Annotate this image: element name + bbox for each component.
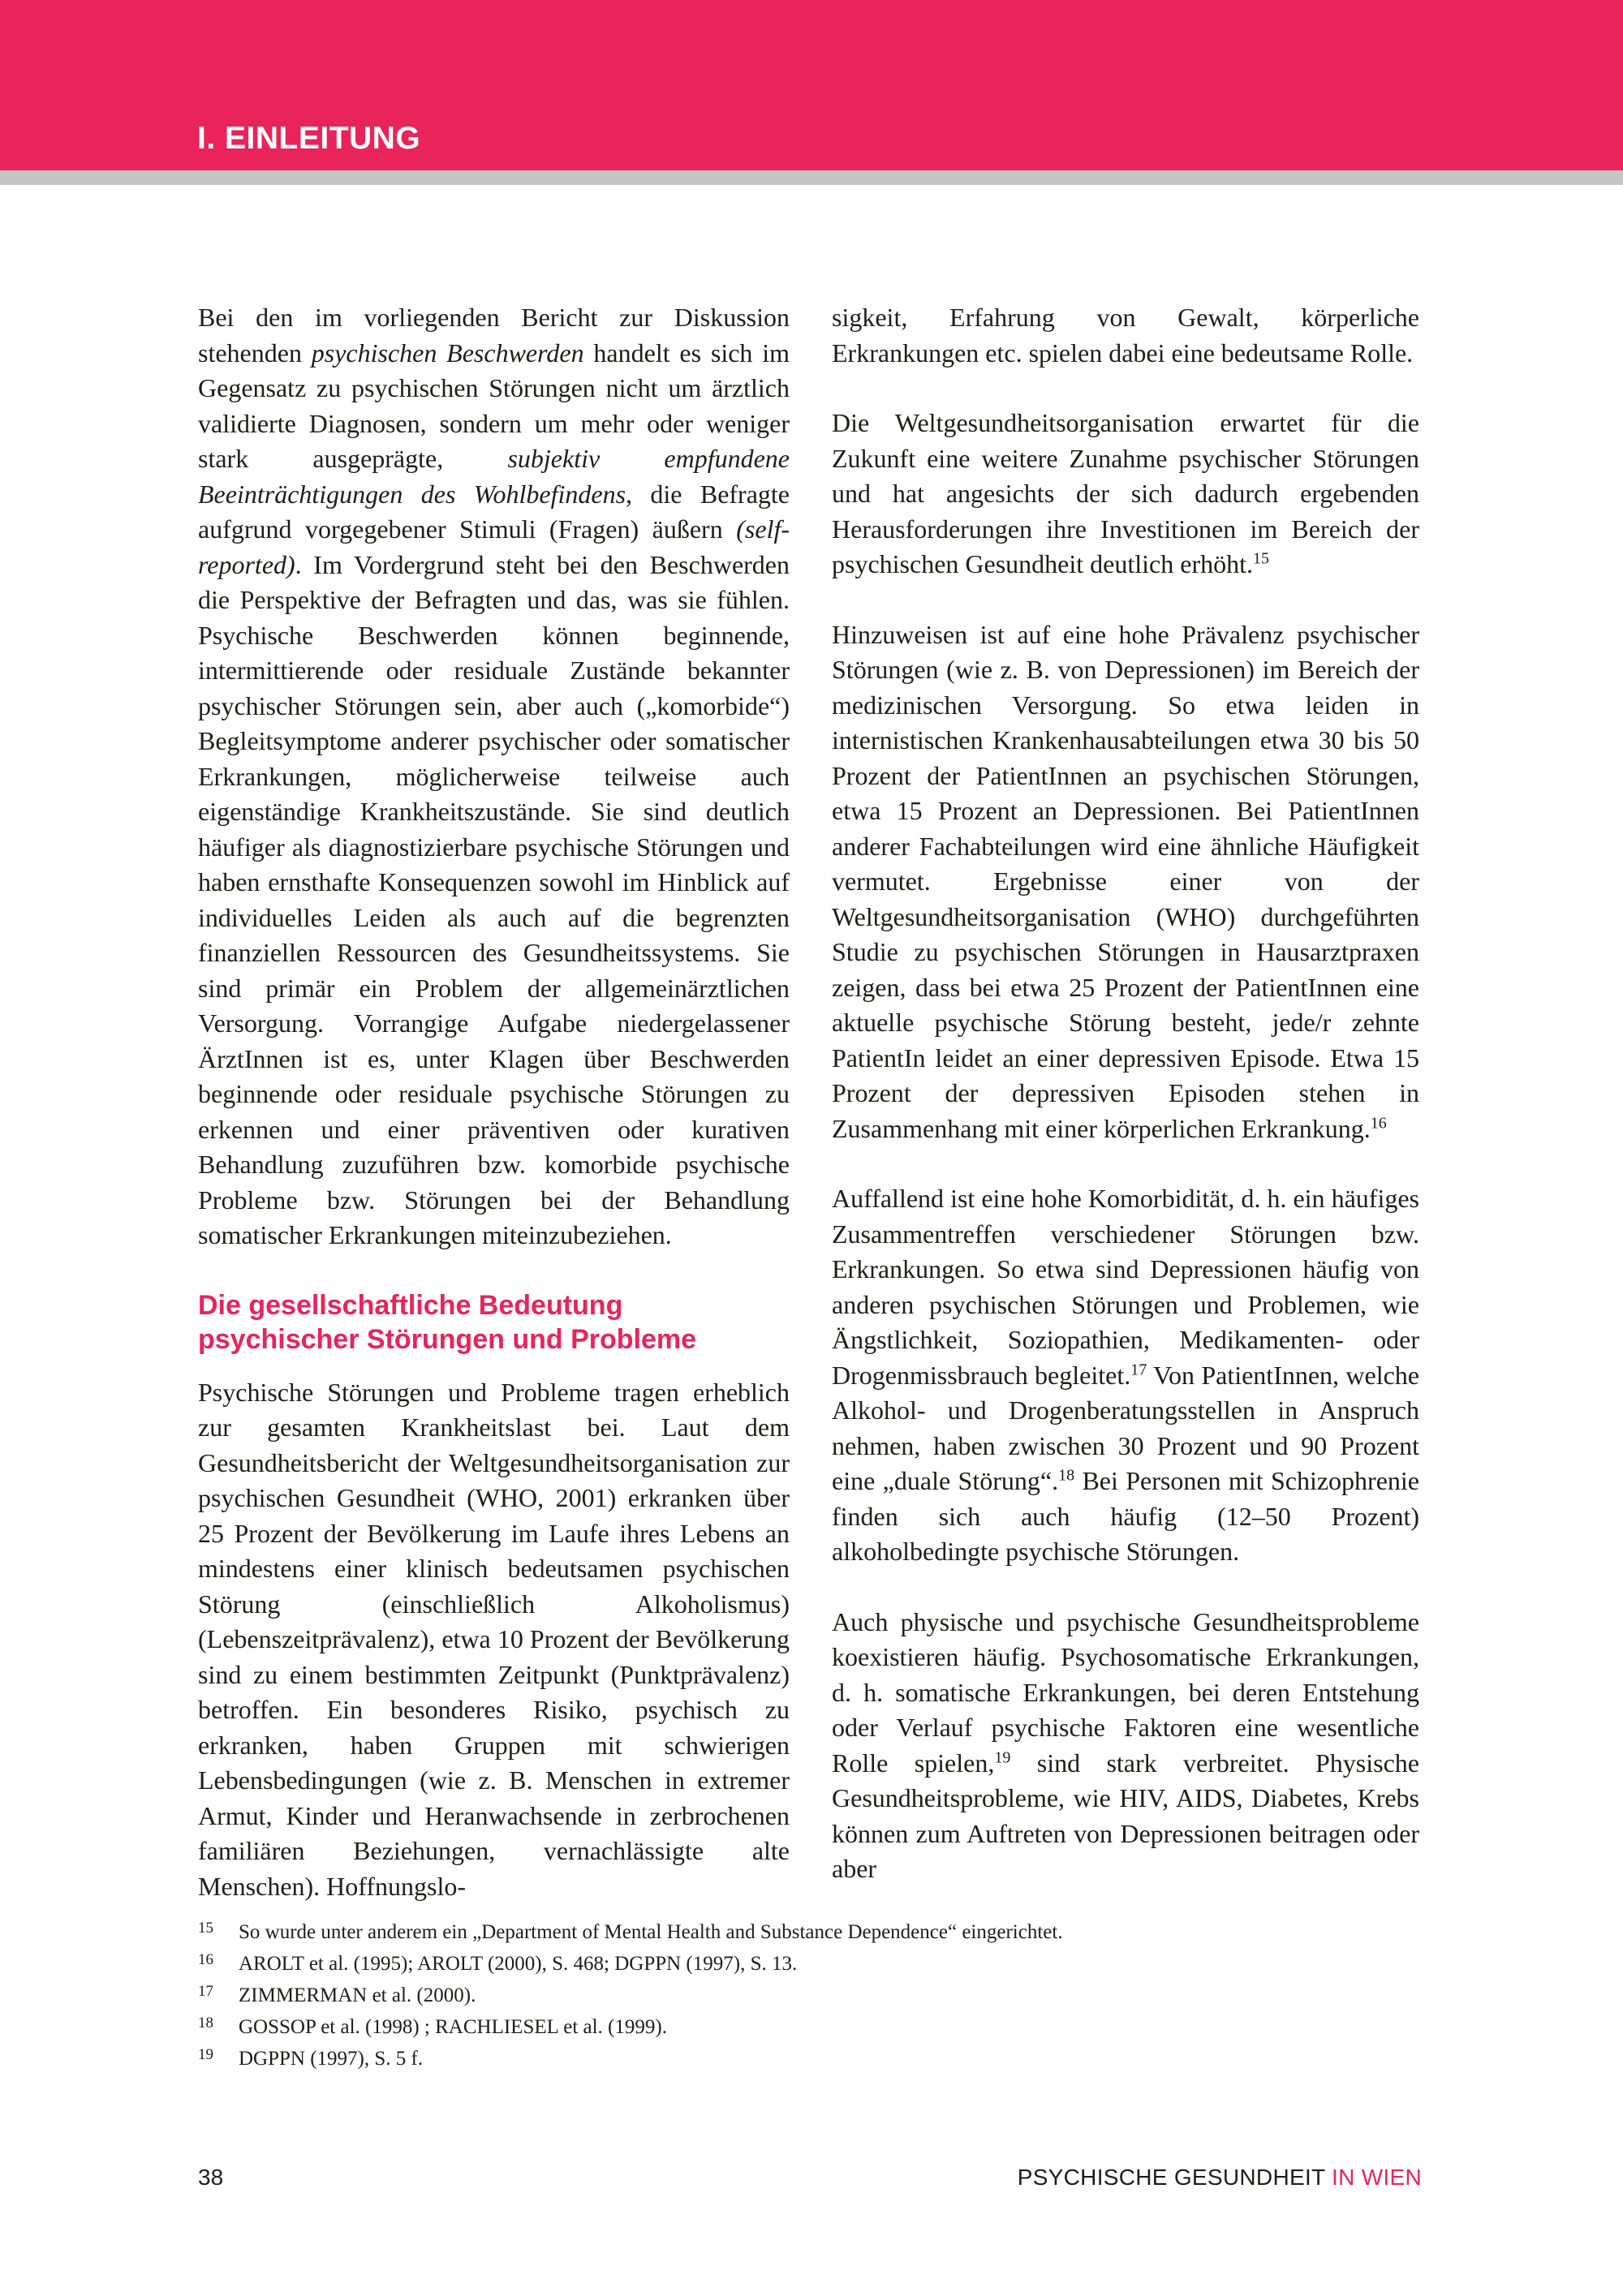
footnote-ref[interactable]: 19 xyxy=(994,1748,1011,1766)
footnote xyxy=(198,1916,1415,1948)
footnote-text: ZIMMERMAN et al. (2000). xyxy=(239,1984,476,2006)
footnote-ref[interactable]: 18 xyxy=(1058,1466,1075,1485)
footnote-number: 15 xyxy=(198,1920,213,1937)
footnote-number: 19 xyxy=(198,2046,213,2063)
footnote-ref[interactable]: 17 xyxy=(1130,1360,1147,1378)
chapter-title: I. EINLEITUNG xyxy=(197,121,421,156)
header-rule xyxy=(0,170,1623,185)
running-title-accent: IN WIEN xyxy=(1332,2165,1422,2190)
paragraph-krankheitslast: Psychische Störungen und Probleme tragen erheblich zur gesamten Krankheitslast bei. Laut dem Gesundheitsbericht der Weltgesundheitsorganisation zur psychischen Gesundheit (WHO, 2001) erkranken über 25 Prozent der Bevölkerung im Laufe ihres Lebens an mindestens einer klinisch bedeutsamen psychischen Störung (einschließlich Alkoholismus) (Lebenszeitprävalenz), etwa 10 Prozent der Bevölkerung sind zu einem bestimmten Zeitpunkt (Punktprävalenz) betroffen. Ein besonderes Risiko, psychisch zu erkranken, haben Gruppen mit schwierigen Lebensbedingungen (wie z. B. Menschen in extremer Armut, Kinder und Heranwachsende in zerbrochenen familiären Beziehungen, vernachlässigte alte Menschen). Hoffnungslo- xyxy=(198,1377,790,1901)
left-column xyxy=(198,300,790,1904)
running-title: PSYCHISCHE GESUNDHEIT IN WIEN xyxy=(1017,2165,1422,2190)
paragraph-beschwerden: Bei den im vorliegenden Bericht zur Diskussion stehenden psychischen Beschwerden handelt es sich im Gegensatz zu psychischen Störungen nicht um ärztlich validierte Diagnosen, sondern um mehr oder weniger stark ausgeprägte, subjektiv empfundene Beeinträchtigungen des Wohlbefindens, die Befragte aufgrund vorgegebener Stimuli (Fragen) äußern (self-reported). Im Vordergrund steht bei den Beschwerden die Perspektive der Befragten und das, was sie fühlen. Psychische Beschwerden können beginnende, intermittierende oder residuale Zustände bekannter psychischer Störungen sein, aber auch („komorbide“) Begleitsymptome anderer psychischer oder somatischer Erkrankungen, möglicherweise teilweise auch eigenständige Krankheitszustände. Sie sind deutlich häufiger als diagnostizierbare psychische Störungen und haben ernsthafte Konsequenzen sowohl im Hinblick auf individuelles Leiden als auch auf die begrenzten finanziellen Ressourcen des Gesundheitssystems. Sie sind primär ein Problem der allgemeinärztlichen Versorgung. Vorrangige Aufgabe niedergelassener ÄrztInnen ist es, unter Klagen über Beschwerden beginnende oder residuale psychische Störungen zu erkennen und einer präventiven oder kurativen Behandlung zuzuführen bzw. komorbide psychische Probleme bzw. Störungen bei der Behandlung somatischer Erkrankungen miteinzubeziehen. xyxy=(198,303,790,1249)
footnote xyxy=(198,2043,1415,2075)
paragraph-komorbiditaet: Auffallend ist eine hohe Komorbidität, d. h. ein häufiges Zusammentreffen verschiedener Störungen bzw. Erkrankungen. So etwa sind Depressionen häufig von anderen psychischen Störungen und Problemen, wie Ängstlichkeit, Soziopathien, Medikamenten- oder Drogenmissbrauch begleitet.$^{17}$ Von PatientInnen, welche Alkohol- und Drogenberatungsstellen in Anspruch nehmen, haben zwischen 30 Prozent und 90 Prozent eine „duale Störung“.$^{18}$ Bei Personen mit Schizophrenie finden sich auch häufig (12–50 Prozent) alkoholbedingte psychische Störungen. xyxy=(832,1184,1420,1566)
page-footer xyxy=(198,2165,1422,2197)
paragraph-psychosomatik: Auch physische und psychische Gesundheitsprobleme koexistieren häufig. Psychosomatische Erkrankungen, d. h. somatische Erkrankungen, bei deren Entstehung oder Verlauf psychische Faktoren eine wesentliche Rolle spielen,$^{19}$ sind stark verbreitet. Physische Gesundheitsprobleme, wie HIV, AIDS, Diabetes, Krebs können zum Auftreten von Depressionen beitragen oder aber xyxy=(832,1606,1420,1883)
footnote-ref[interactable]: 15 xyxy=(1252,549,1269,568)
right-column xyxy=(832,300,1419,1887)
footnote-number: 16 xyxy=(198,1951,213,1968)
section-heading: Die gesellschaftliche Bedeutung psychischer Störungen und Probleme xyxy=(198,1289,697,1355)
footnote-text: AROLT et al. (1995); AROLT (2000), S. 468; DGPPN (1997), S. 13. xyxy=(239,1953,798,1975)
footnote-number: 18 xyxy=(198,2014,213,2032)
footnote xyxy=(198,1948,1415,1980)
footnote-number: 17 xyxy=(198,1983,213,2000)
paragraph-praevalenz: Hinzuweisen ist auf eine hohe Prävalenz psychischer Störungen (wie z. B. von Depressionen) im Bereich der medizinischen Versorgung. So etwa leiden in internistischen Krankenhausabteilungen etwa 30 bis 50 Prozent der PatientInnen an psychischen Störungen, etwa 15 Prozent an Depressionen. Bei PatientInnen anderer Fachabteilungen wird eine ähnliche Häufigkeit vermutet. Ergebnisse einer von der Weltgesundheitsorganisation (WHO) durchgeführten Studie zu psychischen Störungen in Hausarztpraxen zeigen, dass bei etwa 25 Prozent der PatientInnen eine aktuelle psychische Störung besteht, jede/r zehnte PatientIn leidet an einer depressiven Episode. Etwa 15 Prozent der depressiven Episoden stehen in Zusammenhang mit einer körperlichen Erkrankung.$^{16}$ xyxy=(832,619,1419,1143)
paragraph-continuation: sigkeit, Erfahrung von Gewalt, körperliche Erkrankungen etc. spielen dabei eine bedeutsame Rolle. xyxy=(832,303,1419,368)
footnote-ref[interactable]: 16 xyxy=(1370,1113,1387,1132)
footnote-text: DGPPN (1997), S. 5 f. xyxy=(239,2048,424,2070)
footnotes xyxy=(198,1916,1415,2075)
footnote-text: So wurde unter anderem ein „Department of Mental Health and Substance Dependence“ eingerichtet. xyxy=(239,1921,1063,1943)
page-number: 38 xyxy=(198,2165,224,2190)
paragraph-who-outlook: Die Weltgesundheitsorganisation erwartet für die Zukunft eine weitere Zunahme psychischer Störungen und hat angesichts der sich dadurch ergebenden Herausforderungen ihre Investitionen im Bereich der psychischen Gesundheit deutlich erhöht.$^{15}$ xyxy=(832,408,1419,578)
footnote xyxy=(198,1980,1415,2011)
footnote-text: GOSSOP et al. (1998) ; RACHLIESEL et al. (1999). xyxy=(239,2016,667,2038)
footnote xyxy=(198,2011,1415,2043)
